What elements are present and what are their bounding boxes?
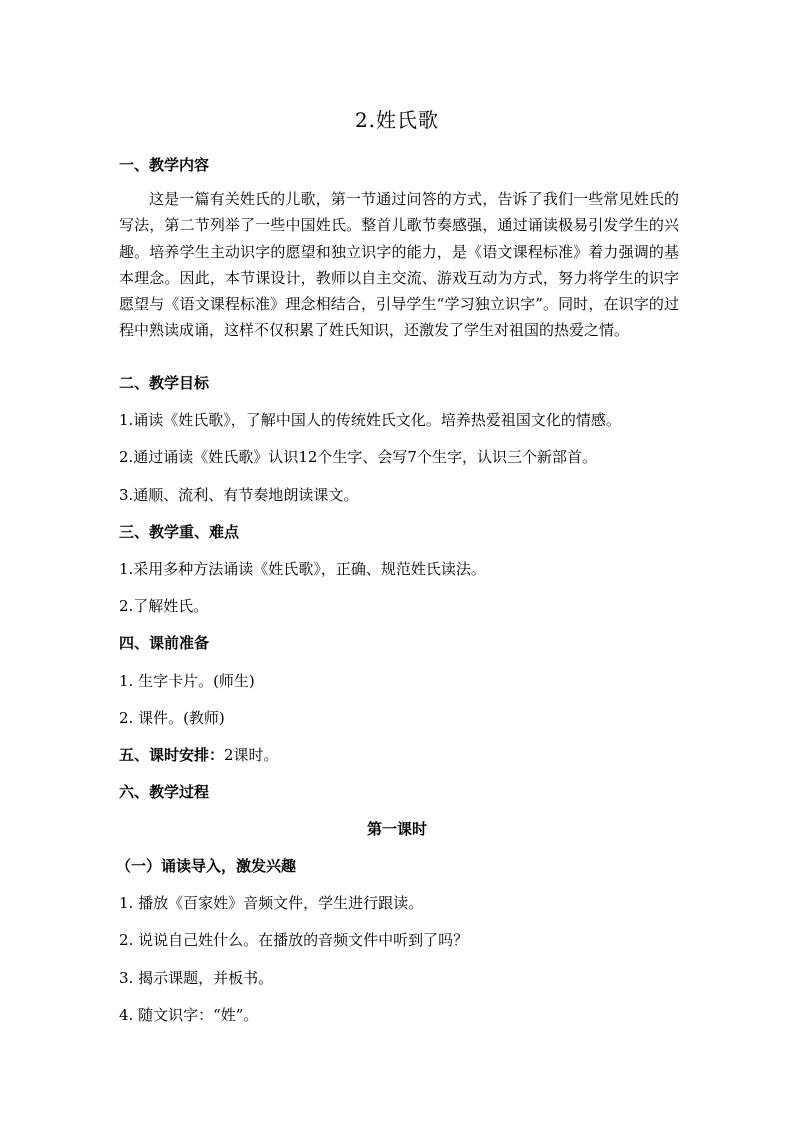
schedule-value: 2课时。 bbox=[224, 746, 279, 764]
section-heading-preparation: 四、课前准备 bbox=[119, 634, 210, 652]
section-schedule bbox=[119, 744, 279, 765]
objective-item: 3.通顺、流利、有节奏地朗读课文。 bbox=[119, 486, 359, 504]
preparation-item: 2. 课件。(教师) bbox=[119, 709, 225, 727]
lesson-title: 第一课时 bbox=[366, 820, 427, 838]
section-content-paragraph: 这是一篇有关姓氏的儿歌，第一节通过问答的方式，告诉了我们一些常见姓氏的写法，第二节列举了一些中国姓氏。整首儿歌节奏感强，通过诵读极易引发学生的兴趣。培养学生主动识字的愿望和独立识字的能力，是《语文课程标准》着力强调的基本理念。因此，本节课设计，教师以自主交流、游戏互动为方式，努力将学生的识字愿望与《语文课程标准》理念相结合，引导学生“学习独立识字”。同时，在识字的过程中熟读成诵，这样不仅积累了姓氏知识，还激发了学生对祖国的热爱之情。 bbox=[119, 190, 679, 340]
key-point-item: 1.采用多种方法诵读《姓氏歌》，正确、规范姓氏读法。 bbox=[119, 560, 486, 578]
sub-heading: （一）诵读导入，激发兴趣 bbox=[116, 857, 297, 875]
section-heading-process: 六、教学过程 bbox=[119, 783, 210, 801]
key-point-item: 2.了解姓氏。 bbox=[119, 597, 209, 615]
section-heading-schedule: 五、课时安排： bbox=[119, 746, 225, 764]
objective-item: 2.通过诵读《姓氏歌》认识12个生字、会写7个生字，认识三个新部首。 bbox=[119, 448, 597, 466]
objective-item: 1.诵读《姓氏歌》，了解中国人的传统姓氏文化。培养热爱祖国文化的情感。 bbox=[119, 411, 621, 429]
page-title: 2.姓氏歌 bbox=[354, 108, 440, 132]
preparation-item: 1. 生字卡片。(师生) bbox=[119, 672, 255, 690]
section-heading-objectives: 二、教学目标 bbox=[119, 374, 210, 392]
section-heading-key-points: 三、教学重、难点 bbox=[119, 523, 240, 541]
section-heading-content: 一、教学内容 bbox=[119, 156, 210, 174]
process-item: 4. 随文识字：“姓”。 bbox=[119, 1006, 259, 1024]
process-item: 3. 揭示课题，并板书。 bbox=[119, 969, 274, 987]
process-item: 1. 播放《百家姓》音频文件，学生进行跟读。 bbox=[119, 894, 424, 912]
process-item: 2. 说说自己姓什么。在播放的音频文件中听到了吗？ bbox=[119, 931, 469, 949]
